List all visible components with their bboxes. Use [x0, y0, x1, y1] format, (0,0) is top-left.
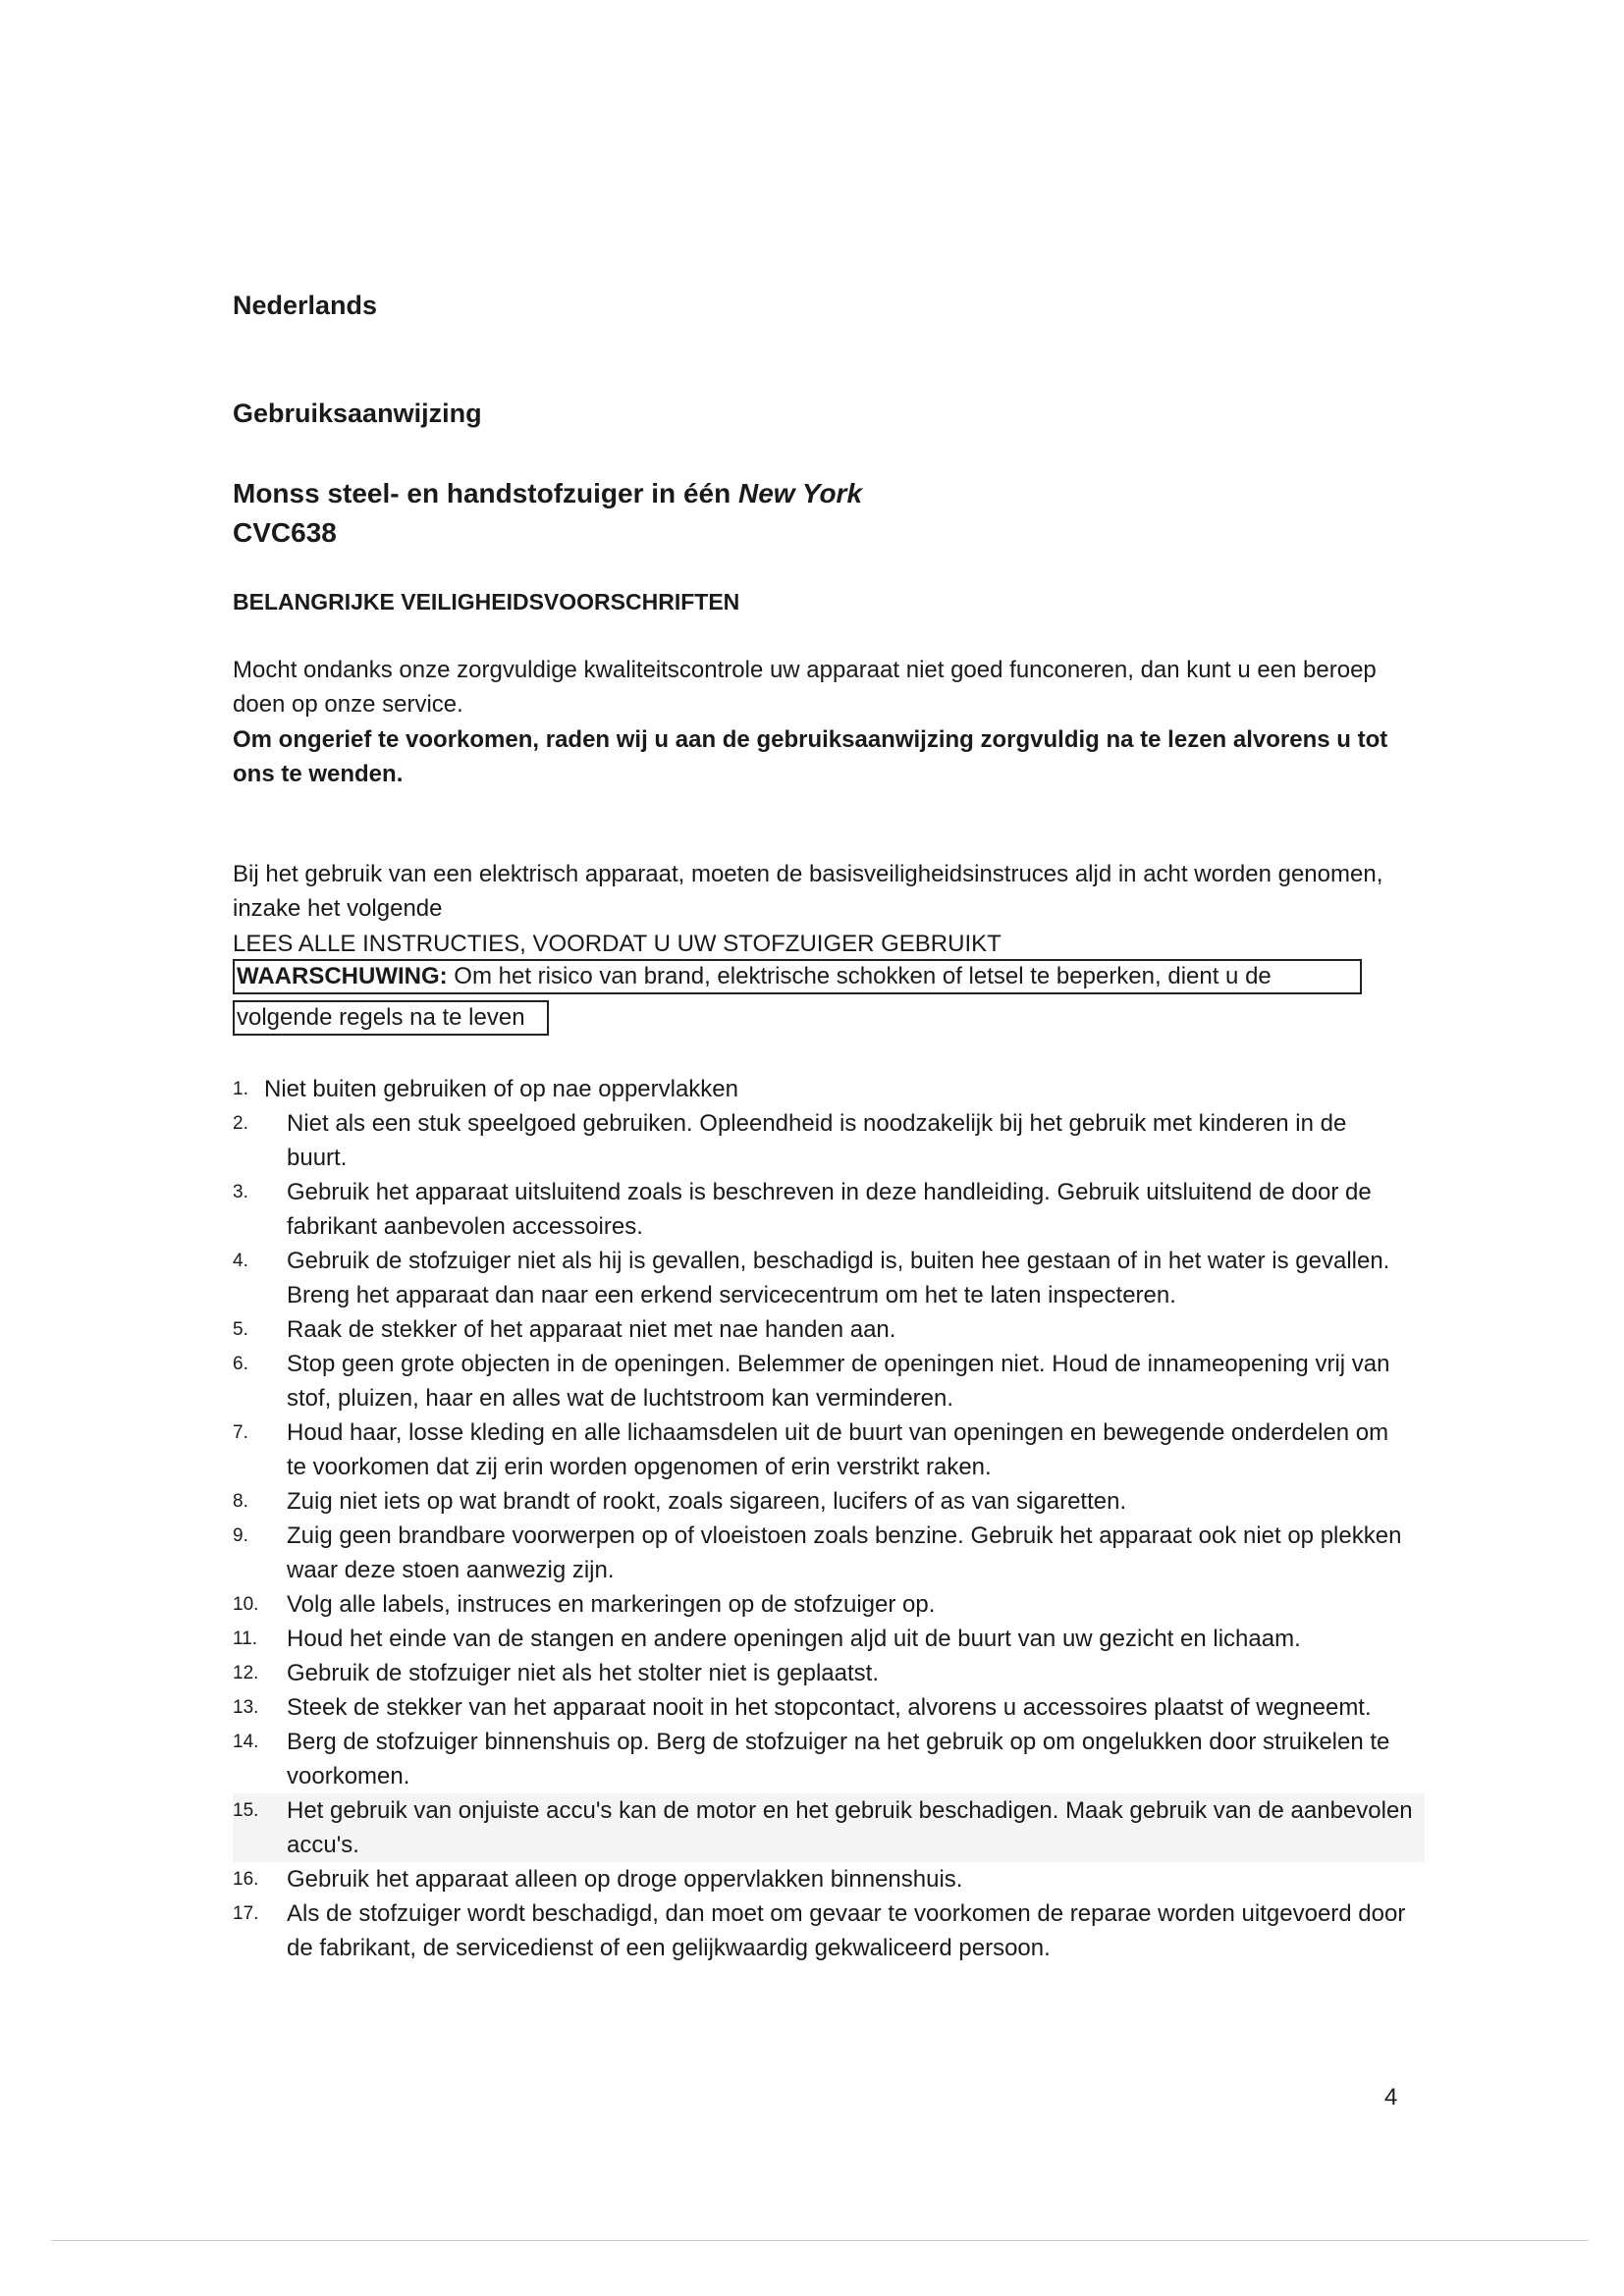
intro-bold-paragraph: Om ongerief te voorkomen, raden wij u aan de gebruiksaanwijzing zorgvuldig na te lezen alvorens u tot ons te wenden. — [233, 726, 1388, 787]
product-title-italic: New York — [737, 478, 863, 508]
list-item — [233, 1896, 1411, 1965]
intro-paragraph: Mocht ondanks onze zorgvuldige kwaliteitscontrole uw apparaat niet goed funconeren, dan kunt u een beroep doen op onze service. — [233, 657, 1377, 718]
list-item-number: 9. — [233, 1525, 248, 1546]
list-item — [233, 1622, 1411, 1656]
list-item-text: Raak de stekker of het apparaat niet met nae handen aan. — [287, 1316, 896, 1343]
page-number: 4 — [1384, 2084, 1398, 2110]
list-item — [233, 1793, 1425, 1862]
list-item — [233, 1587, 1411, 1622]
language-heading: Nederlands — [233, 291, 378, 320]
list-item-number: 8. — [233, 1491, 248, 1512]
list-item-text: Gebruik het apparaat uitsluitend zoals is beschreven in deze handleiding. Gebruik uitsluitend de door de fabrikant aanbevolen accessoires. — [287, 1179, 1372, 1240]
list-item-text: Gebruik de stofzuiger niet als hij is gevallen, beschadigd is, buiten hee gestaan of in het water is gevallen. Breng het apparaat dan naar een erkend servicecentrum om het te laten inspecteren. — [287, 1248, 1390, 1308]
list-item-text: Niet als een stuk speelgoed gebruiken. Opleendheid is noodzakelijk bij het gebruik met kinderen in de buurt. — [287, 1110, 1347, 1171]
list-item-number: 5. — [233, 1319, 248, 1340]
list-item-text: Volg alle labels, instruces en markeringen op de stofzuiger op. — [287, 1591, 936, 1618]
subtitle-heading: Gebruiksaanwijzing — [233, 399, 482, 428]
read-instructions-line: LEES ALLE INSTRUCTIES, VOORDAT U UW STOFZUIGER GEBRUIKT — [233, 931, 1001, 957]
list-item — [233, 1862, 1411, 1896]
list-item-number: 13. — [233, 1697, 259, 1718]
warning-box-line1 — [233, 959, 1362, 994]
warning-text-2: volgende regels na te leven — [237, 1004, 525, 1031]
product-title — [233, 474, 862, 553]
list-item — [233, 1175, 1411, 1244]
list-item-number: 16. — [233, 1869, 259, 1890]
model-number: CVC638 — [233, 517, 337, 548]
list-item — [233, 1690, 1411, 1725]
list-item-number: 2. — [233, 1113, 248, 1134]
warning-label: WAARSCHUWING: — [237, 963, 448, 989]
list-item — [233, 1519, 1411, 1587]
basis-paragraph: Bij het gebruik van een elektrisch apparaat, moeten de basisveiligheidsinstruces aljd in acht worden genomen, inzake het volgende — [233, 861, 1383, 922]
list-item-number: 17. — [233, 1903, 259, 1924]
list-item-text: Steek de stekker van het apparaat nooit in het stopcontact, alvorens u accessoires plaatst of wegneemt. — [287, 1694, 1372, 1721]
list-item-text: Gebruik de stofzuiger niet als het stolter niet is geplaatst. — [287, 1660, 879, 1686]
list-item-text: Houd haar, losse kleding en alle lichaamsdelen uit de buurt van openingen en bewegende onderdelen om te voorkomen dat zij erin worden opgenomen of erin verstrikt raken. — [287, 1419, 1389, 1480]
list-item-number: 1. — [233, 1079, 248, 1099]
list-item — [233, 1072, 1411, 1106]
list-item — [233, 1312, 1411, 1347]
product-title-line — [233, 474, 862, 513]
list-item-number: 15. — [233, 1800, 259, 1821]
safety-heading: BELANGRIJKE VEILIGHEIDSVOORSCHRIFTEN — [233, 589, 740, 614]
list-item-text: Het gebruik van onjuiste accu's kan de motor en het gebruik beschadigen. Maak gebruik van de aanbevolen accu's. — [287, 1797, 1413, 1858]
list-item-text: Houd het einde van de stangen en andere openingen aljd uit de buurt van uw gezicht en lichaam. — [287, 1626, 1301, 1652]
list-item-text: Als de stofzuiger wordt beschadigd, dan moet om gevaar te voorkomen de reparae worden uitgevoerd door de fabrikant, de servicedienst of een gelijkwaardig gekwaliceerd persoon. — [287, 1900, 1406, 1961]
list-item-number: 6. — [233, 1354, 248, 1374]
list-item-number: 4. — [233, 1251, 248, 1271]
list-item-number: 3. — [233, 1182, 248, 1202]
list-item-text: Niet buiten gebruiken of op nae oppervlakken — [264, 1076, 738, 1102]
list-item-number: 11. — [233, 1629, 258, 1649]
list-item-number: 12. — [233, 1663, 259, 1683]
list-item-text: Zuig niet iets op wat brandt of rookt, zoals sigareen, lucifers of as van sigaretten. — [287, 1488, 1127, 1515]
list-item — [233, 1484, 1411, 1519]
warning-box-line2 — [233, 1000, 549, 1036]
list-item-text: Stop geen grote objecten in de openingen. Belemmer de openingen niet. Houd de innameopening vrij van stof, pluizen, haar en alles wat de luchtstroom kan verminderen. — [287, 1351, 1390, 1412]
footer-divider — [51, 2240, 1589, 2241]
list-item — [233, 1244, 1411, 1312]
product-title-text: Monss steel- en handstofzuiger in één — [233, 478, 738, 508]
list-item — [233, 1415, 1411, 1484]
list-item — [233, 1347, 1411, 1415]
list-item-number: 14. — [233, 1732, 259, 1752]
list-item-number: 7. — [233, 1422, 248, 1443]
warning-text-1: Om het risico van brand, elektrische schokken of letsel te beperken, dient u de — [447, 963, 1272, 989]
list-item-text: Gebruik het apparaat alleen op droge oppervlakken binnenshuis. — [287, 1866, 963, 1893]
list-item — [233, 1106, 1411, 1175]
list-item — [233, 1725, 1411, 1793]
list-item-text: Berg de stofzuiger binnenshuis op. Berg de stofzuiger na het gebruik op om ongelukken door struikelen te voorkomen. — [287, 1729, 1390, 1789]
list-item-number: 10. — [233, 1594, 259, 1615]
list-item — [233, 1656, 1411, 1690]
list-item-text: Zuig geen brandbare voorwerpen op of vloeistoen zoals benzine. Gebruik het apparaat ook niet op plekken waar deze stoen aanwezig zijn. — [287, 1522, 1402, 1583]
safety-rules-list — [233, 1072, 1411, 1965]
